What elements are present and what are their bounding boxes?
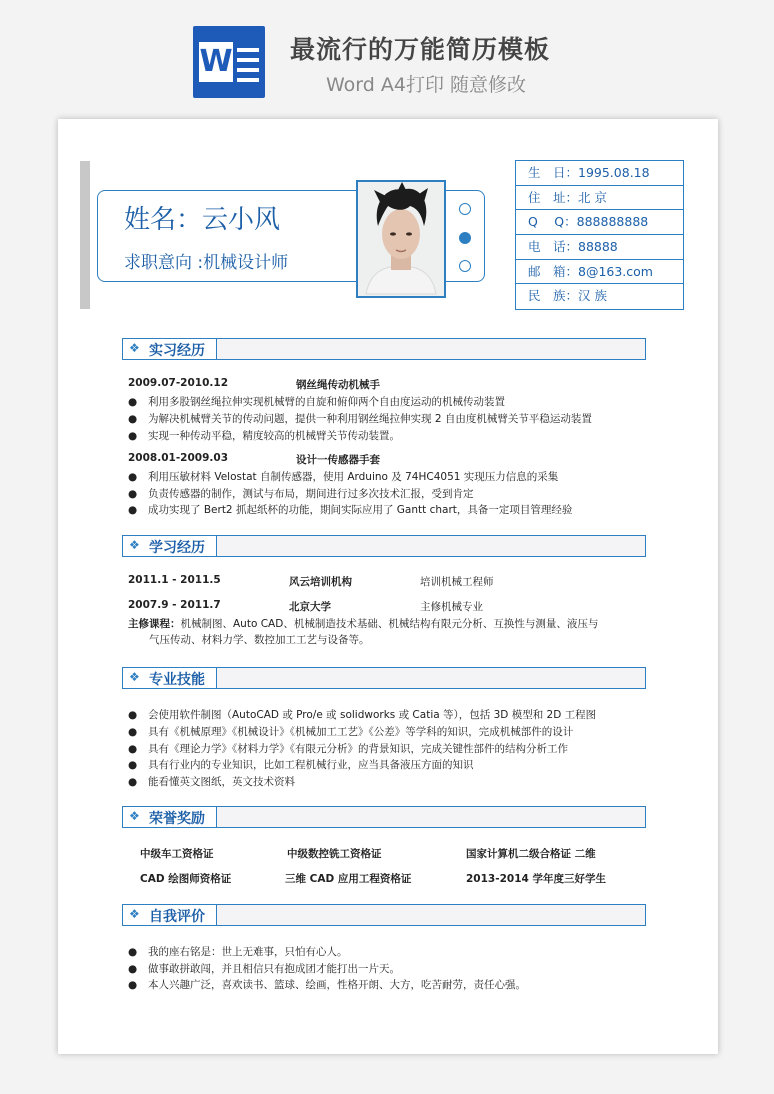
bullet-icon: ● (128, 946, 138, 958)
bullet-icon: ● (128, 776, 138, 788)
banner (0, 0, 774, 108)
job-role: 钢丝绳传动机械手 (296, 379, 380, 391)
bullet-icon: ● (128, 413, 138, 425)
award-item: 2013-2014 学年度三好学生 (466, 873, 606, 885)
award-item: CAD 绘图师资格证 (140, 873, 232, 885)
contact-info-table (515, 160, 684, 310)
bullet-icon: ● (128, 396, 138, 408)
edu-school: 风云培训机构 (289, 576, 352, 588)
list-item: ● 负责传感器的制作，测试与布局，期间进行过多次技术汇报，受到肯定 (128, 488, 474, 500)
section-header-awards (122, 806, 646, 828)
word-icon-line (237, 48, 259, 52)
bullet-icon: ● (128, 471, 138, 483)
award-item: 中级数控铣工资格证 (287, 848, 382, 860)
section-title: 自我评价 (149, 909, 205, 925)
info-email: 邮 箱：8@163.com (516, 260, 683, 285)
info-address: 住 址：北 京 (516, 186, 683, 211)
award-item: 中级车工资格证 (140, 848, 214, 860)
job-period: 2009.07-2010.12 (128, 377, 229, 389)
section-header-internship (122, 338, 646, 360)
list-item: ● 利用多股钢丝绳拉伸实现机械臂的自旋和俯仰两个自由度运动的机械传动装置 (128, 396, 505, 408)
edu-period: 2011.1 - 2011.5 (128, 574, 221, 586)
list-item: ● 我的座右铭是：世上无难事，只怕有心人。 (128, 946, 348, 958)
list-item: ● 成功实现了 Bert2 抓起纸杯的功能，期间实际应用了 Gantt chart，具备一定项目管理经验 (128, 504, 573, 516)
section-header-education (122, 535, 646, 557)
word-icon-line (237, 68, 259, 72)
candidate-name: 姓名：云小风 (124, 205, 281, 235)
section-marker-icon: ❖ (129, 341, 140, 355)
job-role: 设计一传感器手套 (296, 454, 380, 466)
list-item: ● 做事敢拼敢闯，并且相信只有抱成团才能打出一片天。 (128, 963, 400, 975)
list-item: ● 具有《理论力学》《材料力学》《有限元分析》的背景知识，完成关键性部件的结构分析工作 (128, 743, 568, 755)
section-marker-icon: ❖ (129, 809, 140, 823)
carousel-dot (459, 203, 471, 215)
section-marker-icon: ❖ (129, 907, 140, 921)
list-item: ● 具有行业内的专业知识，比如工程机械行业，应当具备液压方面的知识 (128, 759, 474, 771)
edu-major: 主修机械专业 (420, 601, 483, 613)
word-icon-line (237, 58, 259, 62)
bullet-icon: ● (128, 759, 138, 771)
list-item: ● 能看懂英文图纸，英文技术资料 (128, 776, 295, 788)
section-header-self-evaluation (122, 904, 646, 926)
word-icon-letter: W (199, 42, 233, 82)
bullet-icon: ● (128, 430, 138, 442)
list-item: ● 本人兴趣广泛，喜欢读书、篮球、绘画，性格开朗、大方，吃苦耐劳，责任心强。 (128, 979, 526, 991)
list-item: ● 具有《机械原理》《机械设计》《机械加工工艺》《公差》等学科的知识，完成机械部件的设计 (128, 726, 574, 738)
info-ethnicity: 民 族：汉 族 (528, 288, 607, 304)
job-period: 2008.01-2009.03 (128, 452, 229, 464)
award-item: 国家计算机二级合格证 二维 (466, 848, 596, 860)
info-phone: 电 话：88888 (516, 235, 683, 260)
list-item: ● 实现一种传动平稳，精度较高的机械臂关节传动装置。 (128, 430, 400, 442)
portrait-image (358, 182, 444, 296)
list-item: ● 为解决机械臂关节的传动问题，提供一种利用钢丝绳拉伸实现 2 自由度机械臂关节平稳运动装置 (128, 413, 592, 425)
info-birthday: 生 日：1995.08.18 (516, 161, 683, 186)
section-title: 学习经历 (149, 540, 205, 556)
bullet-icon: ● (128, 963, 138, 975)
courses-line: 主修课程：机械制图、Auto CAD、机械制造技术基础、机械结构有限元分析、互换性与测量、液压与 (128, 618, 599, 630)
edu-major: 培训机械工程师 (420, 576, 494, 588)
info-qq: Q Q：888888888 (516, 210, 683, 235)
profile-photo (356, 180, 446, 298)
carousel-dot (459, 260, 471, 272)
edu-period: 2007.9 - 2011.7 (128, 599, 221, 611)
bullet-icon: ● (128, 743, 138, 755)
bullet-icon: ● (128, 726, 138, 738)
banner-title: 最流行的万能简历模板 (290, 35, 551, 64)
list-item: ● 会使用软件制图（AutoCAD 或 Pro/e 或 solidworks 或 Catia 等），包括 3D 模型和 2D 工程图 (128, 709, 597, 721)
carousel-dot-active (459, 232, 471, 244)
bullet-icon: ● (128, 504, 138, 516)
list-item: ● 利用压敏材料 Velostat 自制传感器，使用 Arduino 及 74HC4051 实现压力信息的采集 (128, 471, 559, 483)
bullet-icon: ● (128, 709, 138, 721)
award-item: 三维 CAD 应用工程资格证 (285, 873, 412, 885)
word-icon-line (237, 78, 259, 82)
job-intent: 求职意向 :机械设计师 (124, 253, 289, 273)
section-marker-icon: ❖ (129, 670, 140, 684)
section-title: 荣誉奖励 (149, 811, 205, 827)
courses-label: 主修课程： (128, 618, 181, 630)
courses-line-continued: 气压传动、材料力学、数控加工工艺与设备等。 (149, 634, 370, 646)
word-app-icon (193, 26, 265, 98)
section-title: 实习经历 (149, 343, 205, 359)
header-accent-bar (80, 161, 90, 309)
section-header-skills (122, 667, 646, 689)
edu-school: 北京大学 (289, 601, 331, 613)
section-marker-icon: ❖ (129, 538, 140, 552)
bullet-icon: ● (128, 979, 138, 991)
bullet-icon: ● (128, 488, 138, 500)
section-title: 专业技能 (149, 672, 205, 688)
banner-subtitle: Word A4打印 随意修改 (326, 74, 527, 96)
